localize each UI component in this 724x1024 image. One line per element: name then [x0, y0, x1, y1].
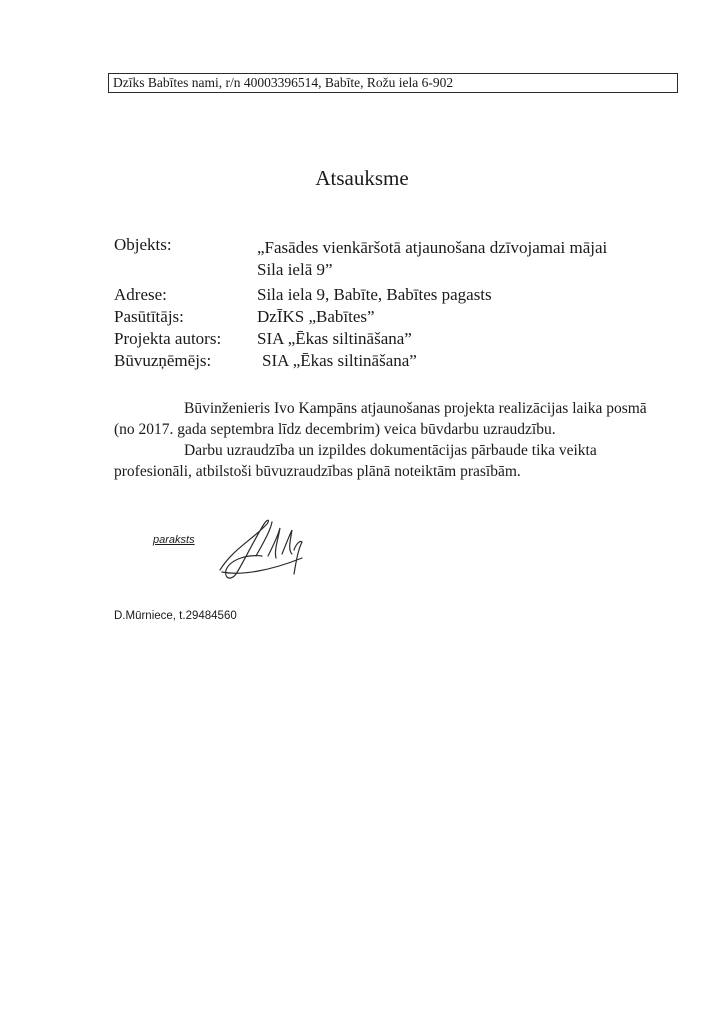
field-value: DzĪKS „Babītes” [257, 307, 375, 326]
field-label: Projekta autors: [114, 329, 222, 348]
handwritten-signature [212, 510, 322, 590]
field-label: Būvuzņēmējs: [114, 351, 212, 370]
field-label: Adrese: [114, 285, 167, 304]
paragraph-1 [114, 398, 674, 440]
field-value-line2: Sila ielā 9” [257, 260, 333, 279]
paragraph-line: Būvinženieris Ivo Kampāns atjaunošanas projekta realizācijas laika posmā [184, 400, 647, 417]
field-value: „Fasādes vienkāršotā atjaunošana dzīvojamai mājai [257, 238, 608, 257]
header-company-info: Dzīks Babītes nami, r/n 40003396514, Babīte, Rožu iela 6-902 [113, 75, 454, 90]
paragraph-line: Darbu uzraudzība un izpildes dokumentācijas pārbaude tika veikta [184, 442, 597, 459]
paragraph-line: (no 2017. gada septembra līdz decembrim) veica būvdarbu uzraudzību. [114, 421, 556, 438]
paragraph-2 [114, 440, 674, 482]
field-value: Sila iela 9, Babīte, Babītes pagasts [257, 285, 492, 304]
field-label: Pasūtītājs: [114, 307, 184, 326]
paragraph-line: profesionāli, atbilstoši būvuzraudzības plānā noteiktām prasībām. [114, 463, 521, 480]
field-label: Objekts: [114, 235, 172, 254]
field-value: SIA „Ēkas siltināšana” [262, 351, 417, 370]
header-box [108, 73, 678, 93]
field-value: SIA „Ēkas siltināšana” [257, 329, 412, 348]
contact-info: D.Mūrniece, t.29484560 [114, 610, 237, 622]
signature-label: paraksts [153, 534, 195, 546]
document-title: Atsauksme [315, 166, 409, 190]
